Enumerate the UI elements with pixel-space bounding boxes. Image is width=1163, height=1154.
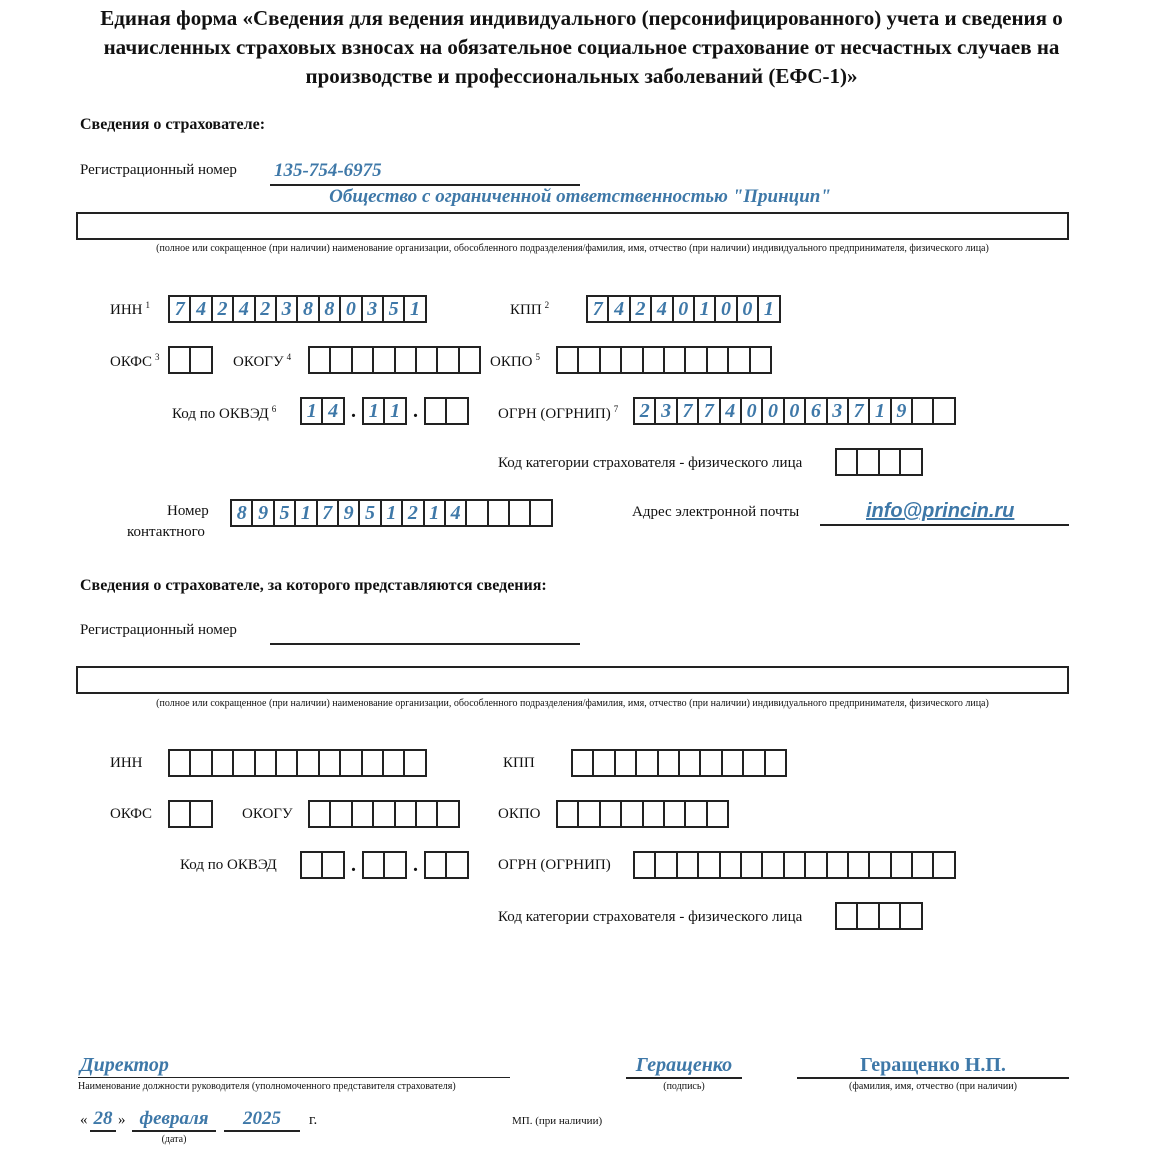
digit-cell[interactable]: 2 <box>254 295 277 323</box>
digit-cell[interactable]: 1 <box>423 499 446 527</box>
digit-cell[interactable]: 3 <box>826 397 849 425</box>
digit-cell[interactable] <box>189 749 212 777</box>
digit-cell[interactable]: 9 <box>251 499 274 527</box>
digit-cell[interactable]: 0 <box>761 397 784 425</box>
digit-cell[interactable] <box>424 851 447 879</box>
section2-inn-cells[interactable] <box>168 749 427 777</box>
digit-cell[interactable] <box>329 800 352 828</box>
digit-cell[interactable]: 5 <box>273 499 296 527</box>
digit-cell[interactable] <box>657 749 680 777</box>
digit-cell[interactable] <box>642 800 665 828</box>
digit-cell[interactable]: 4 <box>444 499 467 527</box>
section1-reg-number-value[interactable]: 135-754-6975 <box>274 160 382 181</box>
section1-okogu-label: ОКОГУ $^4$ <box>233 352 292 370</box>
digit-cell[interactable] <box>614 749 637 777</box>
digit-cell[interactable]: 7 <box>316 499 339 527</box>
digit-cell[interactable] <box>529 499 552 527</box>
digit-cell[interactable] <box>783 851 806 879</box>
okved-separator-dot: . <box>413 854 418 876</box>
digit-cell[interactable] <box>394 346 417 374</box>
section2-okogu-cells[interactable] <box>308 800 460 828</box>
digit-cell[interactable]: 2 <box>211 295 234 323</box>
digit-cell[interactable] <box>761 851 784 879</box>
section1-inn-cells[interactable] <box>168 295 427 323</box>
digit-cell[interactable] <box>232 749 255 777</box>
digit-cell[interactable] <box>911 851 934 879</box>
section2-org-name-box[interactable] <box>76 666 1069 694</box>
digit-cell[interactable] <box>254 749 277 777</box>
section2-okved-group-1[interactable] <box>300 851 345 879</box>
digit-cell[interactable] <box>599 800 622 828</box>
section2-okfs-cells[interactable] <box>168 800 213 828</box>
digit-cell[interactable] <box>318 749 341 777</box>
digit-cell[interactable] <box>932 397 955 425</box>
section2-inn-label: ИНН <box>110 755 143 771</box>
digit-cell[interactable] <box>487 499 510 527</box>
section2-okogu-label: ОКОГУ <box>242 806 293 822</box>
date-year-line <box>224 1130 300 1132</box>
date-quote-open: « <box>80 1112 88 1128</box>
digit-cell[interactable] <box>826 851 849 879</box>
section1-okpo-cells[interactable] <box>556 346 772 374</box>
digit-cell[interactable] <box>168 346 191 374</box>
digit-cell[interactable] <box>424 397 447 425</box>
digit-cell[interactable]: 4 <box>650 295 673 323</box>
digit-cell[interactable] <box>577 800 600 828</box>
section1-phone-cells[interactable] <box>230 499 553 527</box>
section1-email-label: Адрес электронной почты <box>632 504 800 520</box>
digit-cell[interactable] <box>706 346 729 374</box>
section2-okpo-label: ОКПО <box>498 806 541 822</box>
digit-cell[interactable]: 7 <box>586 295 609 323</box>
digit-cell[interactable]: 5 <box>382 295 405 323</box>
digit-cell[interactable] <box>620 800 643 828</box>
section1-heading: Сведения о страхователе: <box>80 116 266 133</box>
digit-cell[interactable]: 8 <box>296 295 319 323</box>
digit-cell[interactable] <box>663 346 686 374</box>
section1-ogrn-label: ОГРН (ОГРНИП) $^7$ <box>498 404 619 422</box>
section1-ogrn-cells[interactable] <box>633 397 956 425</box>
date-month-value[interactable]: февраля <box>139 1108 209 1129</box>
digit-cell[interactable]: 0 <box>339 295 362 323</box>
digit-cell[interactable] <box>168 800 191 828</box>
section1-okved-group-2[interactable] <box>362 397 407 425</box>
section1-inn-label: ИНН $^1$ <box>110 300 150 318</box>
digit-cell[interactable] <box>642 346 665 374</box>
digit-cell[interactable]: 1 <box>693 295 716 323</box>
digit-cell[interactable]: 8 <box>318 295 341 323</box>
digit-cell[interactable] <box>847 851 870 879</box>
digit-cell[interactable] <box>721 749 744 777</box>
digit-cell[interactable] <box>211 749 234 777</box>
section2-okved-group-2[interactable] <box>362 851 407 879</box>
digit-cell[interactable] <box>445 397 468 425</box>
digit-cell[interactable] <box>275 749 298 777</box>
section2-kpp-cells[interactable] <box>571 749 787 777</box>
digit-cell[interactable] <box>189 800 212 828</box>
digit-cell[interactable]: 1 <box>383 397 406 425</box>
digit-cell[interactable] <box>804 851 827 879</box>
digit-cell[interactable] <box>911 397 934 425</box>
digit-cell[interactable] <box>633 851 656 879</box>
section1-kpp-cells[interactable] <box>586 295 781 323</box>
section1-phone-label-2: контактного <box>127 524 205 540</box>
digit-cell[interactable] <box>740 851 763 879</box>
digit-cell[interactable]: 6 <box>804 397 827 425</box>
digit-cell[interactable]: 9 <box>890 397 913 425</box>
digit-cell[interactable] <box>382 749 405 777</box>
section1-reg-number-label: Регистрационный номер <box>80 162 237 178</box>
digit-cell[interactable] <box>351 346 374 374</box>
digit-cell[interactable] <box>878 448 901 476</box>
digit-cell[interactable]: 9 <box>337 499 360 527</box>
digit-cell[interactable] <box>749 346 772 374</box>
digit-cell[interactable]: 4 <box>607 295 630 323</box>
signature-sign-value[interactable]: Геращенко <box>635 1054 733 1076</box>
digit-cell[interactable] <box>620 346 643 374</box>
okved-separator-dot: . <box>413 400 418 422</box>
signature-fio-note: (фамилия, имя, отчество (при наличии) <box>849 1081 1017 1092</box>
digit-cell[interactable] <box>856 902 879 930</box>
digit-cell[interactable]: 4 <box>321 397 344 425</box>
section2-reg-number-line[interactable] <box>270 643 580 645</box>
digit-cell[interactable] <box>706 800 729 828</box>
section2-okpo-cells[interactable] <box>556 800 729 828</box>
digit-cell[interactable] <box>394 800 417 828</box>
digit-cell[interactable]: 0 <box>783 397 806 425</box>
digit-cell[interactable] <box>508 499 531 527</box>
digit-cell[interactable]: 4 <box>232 295 255 323</box>
section1-okogu-cells[interactable] <box>308 346 481 374</box>
digit-cell[interactable] <box>339 749 362 777</box>
section1-okpo-label: ОКПО $^5$ <box>490 352 541 370</box>
digit-cell[interactable]: 0 <box>740 397 763 425</box>
digit-cell[interactable] <box>727 346 750 374</box>
date-year-value[interactable]: 2025 <box>243 1108 281 1129</box>
digit-cell[interactable] <box>351 800 374 828</box>
section1-phone-label-1: Номер <box>167 503 209 519</box>
stamp-note: МП. (при наличии) <box>512 1115 603 1127</box>
digit-cell[interactable] <box>835 448 858 476</box>
digit-cell[interactable] <box>899 448 922 476</box>
signature-sign-line <box>626 1077 742 1079</box>
digit-cell[interactable]: 0 <box>672 295 695 323</box>
section2-okved-label: Код по ОКВЭД <box>180 857 277 873</box>
section2-ogrn-label: ОГРН (ОГРНИП) <box>498 857 611 873</box>
section1-okved-group-1[interactable] <box>300 397 345 425</box>
digit-cell[interactable] <box>676 851 699 879</box>
signature-position-note: Наименование должности руководителя (уполномоченного представителя страхователя) <box>78 1081 456 1092</box>
section1-org-name-box[interactable] <box>76 212 1069 240</box>
section2-category-cells[interactable] <box>835 902 923 930</box>
digit-cell[interactable] <box>878 902 901 930</box>
digit-cell[interactable]: 3 <box>275 295 298 323</box>
digit-cell[interactable] <box>465 499 488 527</box>
digit-cell[interactable] <box>329 346 352 374</box>
section2-okved-group-3[interactable] <box>424 851 469 879</box>
digit-cell[interactable]: 5 <box>358 499 381 527</box>
digit-cell[interactable] <box>599 346 622 374</box>
section2-okfs-label: ОКФС <box>110 806 153 822</box>
date-day-line <box>90 1130 116 1132</box>
digit-cell[interactable] <box>697 851 720 879</box>
section2-category-label: Код категории страхователя - физического лица <box>498 909 803 925</box>
digit-cell[interactable] <box>684 346 707 374</box>
digit-cell[interactable]: 1 <box>757 295 780 323</box>
digit-cell[interactable] <box>383 851 406 879</box>
date-note: (дата) <box>161 1134 187 1145</box>
digit-cell[interactable]: 7 <box>168 295 191 323</box>
digit-cell[interactable]: 2 <box>401 499 424 527</box>
form-title: Единая форма «Сведения для ведения индивидуального (персонифицированного) учета и сведения о начисленных страховых взносах на обязательное социальное страхование от несчастных случаев на производстве и профессиональных заболеваний (ЕФС-1)» <box>100 6 1063 88</box>
digit-cell[interactable]: 8 <box>230 499 253 527</box>
date-quote-close: » <box>118 1112 126 1128</box>
digit-cell[interactable]: 7 <box>676 397 699 425</box>
okved-separator-dot: . <box>351 400 356 422</box>
date-year-suffix: г. <box>309 1112 318 1128</box>
section1-category-label: Код категории страхователя - физического лица <box>498 455 803 471</box>
digit-cell[interactable]: 3 <box>654 397 677 425</box>
section1-okfs-cells[interactable] <box>168 346 213 374</box>
digit-cell[interactable] <box>372 346 395 374</box>
section1-email-line <box>820 524 1069 526</box>
digit-cell[interactable]: 4 <box>719 397 742 425</box>
digit-cell[interactable]: 0 <box>714 295 737 323</box>
digit-cell[interactable]: 0 <box>736 295 759 323</box>
digit-cell[interactable] <box>577 346 600 374</box>
digit-cell[interactable]: 1 <box>294 499 317 527</box>
digit-cell[interactable] <box>556 800 579 828</box>
digit-cell[interactable] <box>321 851 344 879</box>
digit-cell[interactable] <box>436 800 459 828</box>
digit-cell[interactable] <box>189 346 212 374</box>
digit-cell[interactable] <box>932 851 955 879</box>
digit-cell[interactable] <box>663 800 686 828</box>
digit-cell[interactable]: 7 <box>697 397 720 425</box>
digit-cell[interactable] <box>308 800 331 828</box>
section1-kpp-label: КПП $^2$ <box>510 300 550 318</box>
section1-okved-group-3[interactable] <box>424 397 469 425</box>
digit-cell[interactable] <box>684 800 707 828</box>
digit-cell[interactable]: 1 <box>403 295 426 323</box>
digit-cell[interactable] <box>308 346 331 374</box>
digit-cell[interactable] <box>362 851 385 879</box>
digit-cell[interactable] <box>403 749 426 777</box>
digit-cell[interactable]: 1 <box>300 397 323 425</box>
digit-cell[interactable] <box>296 749 319 777</box>
section1-category-cells[interactable] <box>835 448 923 476</box>
digit-cell[interactable]: 3 <box>361 295 384 323</box>
section1-org-name-value[interactable]: Общество с ограниченной ответственностью "Принцип" <box>329 186 831 207</box>
digit-cell[interactable] <box>361 749 384 777</box>
digit-cell[interactable] <box>445 851 468 879</box>
digit-cell[interactable]: 1 <box>362 397 385 425</box>
digit-cell[interactable] <box>571 749 594 777</box>
section1-email-value[interactable]: info@princin.ru <box>866 500 1015 522</box>
section2-heading: Сведения о страхователе, за которого представляются сведения: <box>80 577 547 594</box>
digit-cell[interactable] <box>699 749 722 777</box>
digit-cell[interactable]: 7 <box>847 397 870 425</box>
okved-separator-dot: . <box>351 854 356 876</box>
digit-cell[interactable] <box>835 902 858 930</box>
digit-cell[interactable] <box>742 749 765 777</box>
section2-ogrn-cells[interactable] <box>633 851 956 879</box>
digit-cell[interactable] <box>856 448 879 476</box>
signature-fio-line <box>797 1077 1069 1079</box>
digit-cell[interactable]: 1 <box>380 499 403 527</box>
digit-cell[interactable] <box>556 346 579 374</box>
signature-fio-value[interactable]: Геращенко Н.П. <box>860 1054 1006 1076</box>
digit-cell[interactable] <box>635 749 658 777</box>
digit-cell[interactable] <box>415 800 438 828</box>
digit-cell[interactable] <box>868 851 891 879</box>
digit-cell[interactable] <box>678 749 701 777</box>
digit-cell[interactable] <box>372 800 395 828</box>
digit-cell[interactable] <box>764 749 787 777</box>
digit-cell[interactable] <box>592 749 615 777</box>
date-day-value[interactable]: 28 <box>93 1108 113 1129</box>
digit-cell[interactable] <box>654 851 677 879</box>
section2-reg-number-label: Регистрационный номер <box>80 622 237 638</box>
digit-cell[interactable] <box>719 851 742 879</box>
section2-kpp-label: КПП <box>503 755 535 771</box>
section1-okfs-label: ОКФС $^3$ <box>110 352 160 370</box>
signature-position-line <box>78 1077 510 1078</box>
digit-cell[interactable] <box>899 902 922 930</box>
section1-org-name-note: (полное или сокращенное (при наличии) наименование организации, обособленного подразделения/фамилия, имя, отчество (при наличии) индивидуального предпринимателя, физического лица) <box>156 243 989 254</box>
digit-cell[interactable]: 1 <box>868 397 891 425</box>
signature-position-value[interactable]: Директор <box>80 1054 169 1076</box>
digit-cell[interactable] <box>300 851 323 879</box>
digit-cell[interactable]: 4 <box>189 295 212 323</box>
digit-cell[interactable] <box>890 851 913 879</box>
section1-okved-label: Код по ОКВЭД $^6$ <box>172 404 277 422</box>
digit-cell[interactable] <box>458 346 481 374</box>
digit-cell[interactable]: 2 <box>633 397 656 425</box>
date-month-line <box>132 1130 216 1132</box>
digit-cell[interactable] <box>415 346 438 374</box>
digit-cell[interactable] <box>436 346 459 374</box>
digit-cell[interactable] <box>168 749 191 777</box>
signature-sign-note: (подпись) <box>663 1081 705 1092</box>
section2-org-name-note: (полное или сокращенное (при наличии) наименование организации, обособленного подразделения/фамилия, имя, отчество (при наличии) индивидуального предпринимателя, физического лица) <box>156 698 989 709</box>
digit-cell[interactable]: 2 <box>629 295 652 323</box>
